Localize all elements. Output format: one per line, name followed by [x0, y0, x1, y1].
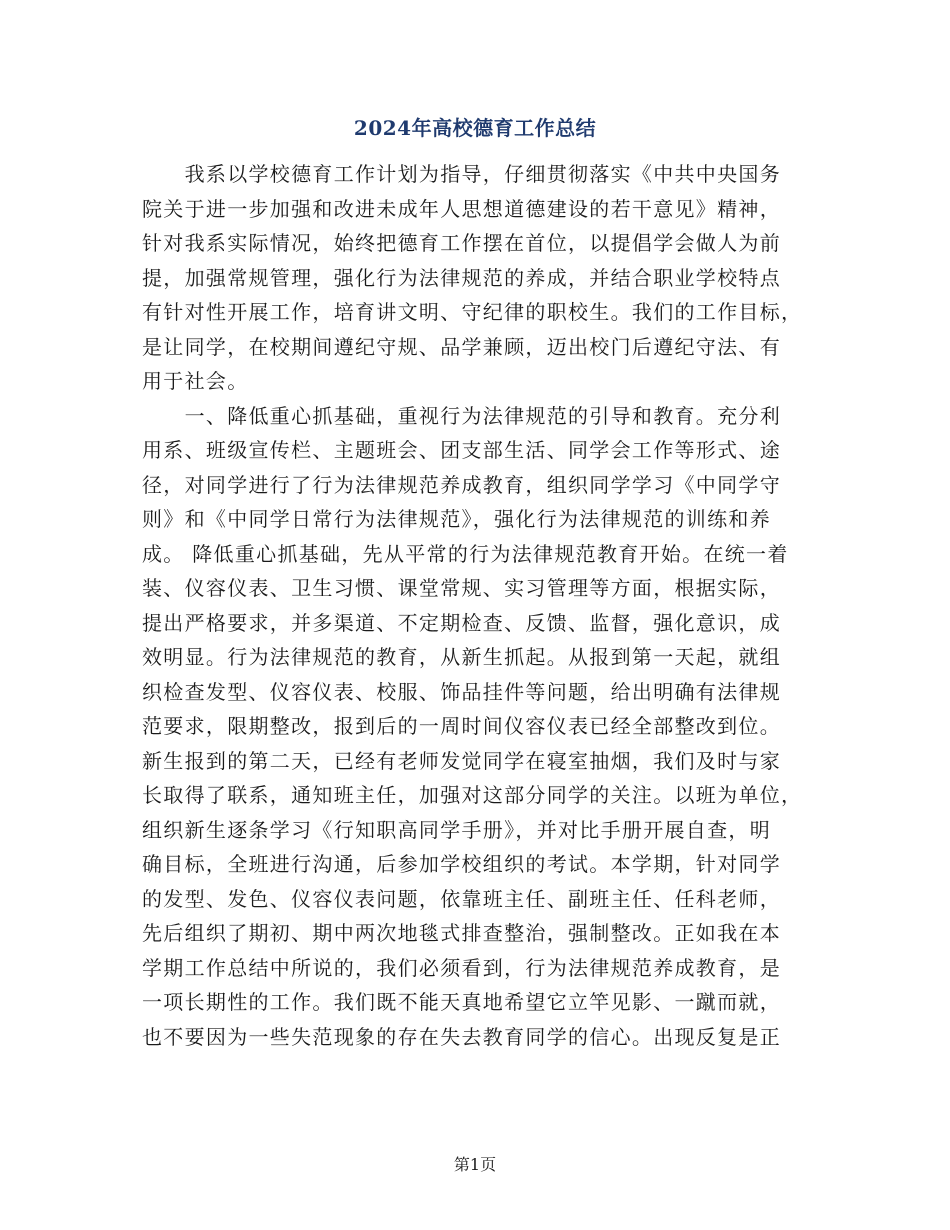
body-line: 一、降低重心抓基础，重视行为法律规范的引导和教育。充分利: [142, 403, 781, 428]
page-number: 第1页: [453, 1155, 497, 1174]
body-line: 确目标，全班进行沟通，后参加学校组织的考试。本学期，针对同学: [142, 852, 781, 876]
body-line: 我系以学校德育工作计划为指导，仔细贯彻落实《中共中央国务: [142, 162, 781, 186]
body-line: 提出严格要求，并多渠道、不定期检查、反馈、监督，强化意识，成: [142, 610, 781, 635]
body-line: 一项长期性的工作。我们既不能天真地希望它立竿见影、一蹴而就，: [142, 990, 781, 1014]
body-line: 长取得了联系，通知班主任，加强对这部分同学的关注。以班为单位，: [142, 783, 803, 807]
body-line: 针对我系实际情况，始终把德育工作摆在首位，以提倡学会做人为前: [142, 231, 781, 255]
body-line: 径，对同学进行了行为法律规范养成教育，组织同学学习《中同学守: [142, 472, 781, 497]
body-line: 的发型、发色、仪容仪表问题，依靠班主任、副班主任、任科老师，: [142, 886, 781, 911]
body-line: 新生报到的第二天，已经有老师发觉同学在寝室抽烟，我们及时与家: [142, 748, 781, 773]
body-line: 组织新生逐条学习《行知职高同学手册》，并对比手册开展自查，明: [142, 817, 771, 842]
body-line: 效明显。行为法律规范的教育，从新生抓起。从报到第一天起，就组: [142, 645, 781, 669]
body-line: 也不要因为一些失范现象的存在失去教育同学的信心。出现反复是正: [142, 1024, 781, 1049]
body-line: 用系、班级宣传栏、主题班会、团支部生活、同学会工作等形式、途: [142, 438, 781, 462]
body-line: 成。 降低重心抓基础，先从平常的行为法律规范教育开始。在统一着: [142, 541, 789, 566]
body-line: 是让同学，在校期间遵纪守规、品学兼顾，迈出校门后遵纪守法、有: [142, 334, 781, 359]
document-title: 2024年高校德育工作总结: [353, 116, 597, 140]
document-body: [142, 157, 802, 1054]
body-line: 则》和《中同学日常行为法律规范》，强化行为法律规范的训练和养: [142, 507, 771, 531]
body-line: 装、仪容仪表、卫生习惯、课堂常规、实习管理等方面，根据实际，: [142, 576, 781, 600]
body-line: 用于社会。: [142, 369, 249, 393]
body-line: 院关于进一步加强和改进未成年人思想道德建设的若干意见》精神，: [142, 196, 781, 221]
body-line: 先后组织了期初、期中两次地毯式排查整治，强制整改。正如我在本: [142, 921, 781, 945]
body-line: 学期工作总结中所说的，我们必须看到，行为法律规范养成教育，是: [142, 955, 781, 980]
body-line: 提，加强常规管理，强化行为法律规范的养成，并结合职业学校特点: [142, 265, 781, 290]
body-line: 织检查发型、仪容仪表、校服、饰品挂件等问题，给出明确有法律规: [142, 679, 781, 704]
body-line: 有针对性开展工作，培育讲文明、守纪律的职校生。我们的工作目标，: [142, 300, 803, 324]
body-line: 范要求，限期整改，报到后的一周时间仪容仪表已经全部整改到位。: [142, 714, 781, 738]
